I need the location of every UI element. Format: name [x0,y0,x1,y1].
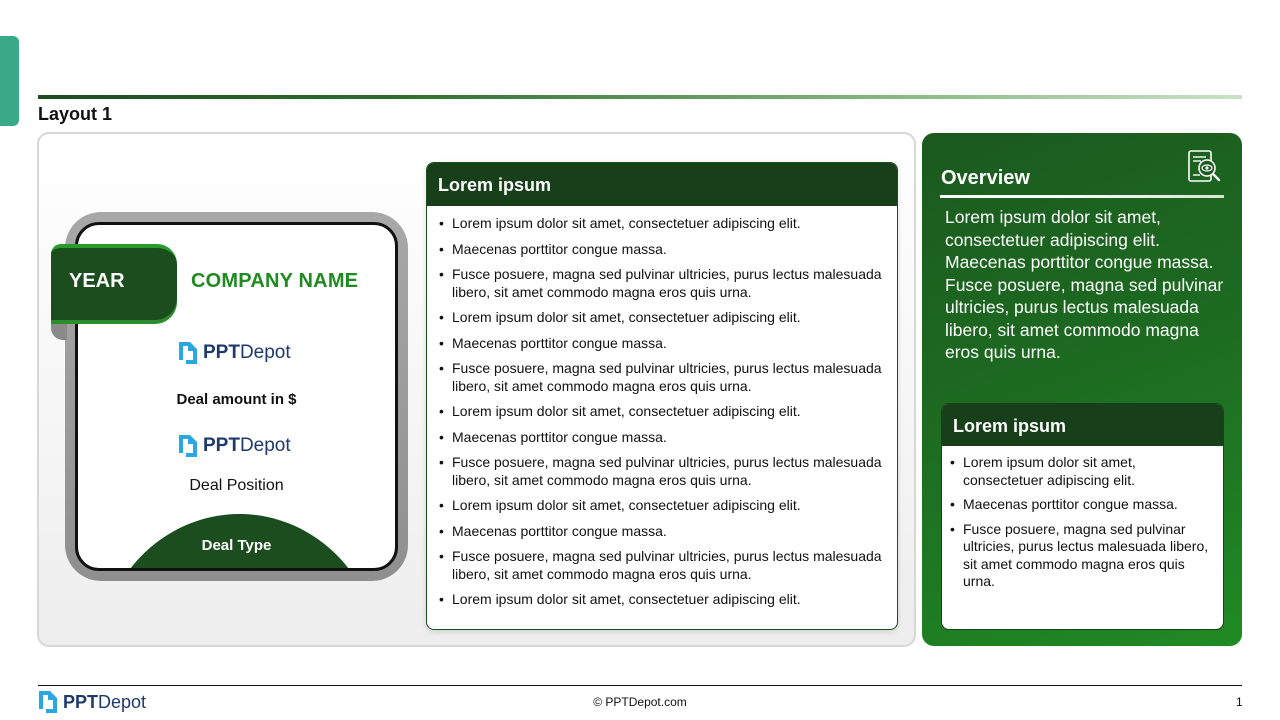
details-bullet-list [427,206,897,609]
list-item: • Fusce posuere, magna sed pulvinar ultricies, purus lectus malesuada libero, sit amet commodo magna eros quis urna. [439,360,887,395]
sub-panel-title: Lorem ipsum [942,404,1223,446]
sub-panel-bullet-list [942,446,1223,591]
footer-logo-text: PPTDepot [63,691,147,712]
document-search-icon [1186,149,1222,185]
list-item: • Lorem ipsum dolor sit amet, consectetuer adipiscing elit. [950,454,1215,489]
deal-position: Deal Position [189,477,284,494]
page-number: 1 [1236,695,1243,709]
company-name: COMPANY NAME [191,270,359,292]
company-logo-text: PPTDepot [203,342,291,363]
slide-accent-tab [0,36,19,126]
overview-title: Overview [941,167,1030,189]
list-item: • Maecenas porttitor congue massa. [950,496,1215,514]
partner-logo-text: PPTDepot [203,435,291,456]
list-item: • Lorem ipsum dolor sit amet, consectetuer adipiscing elit. [439,309,887,327]
list-item: • Fusce posuere, magna sed pulvinar ultricies, purus lectus malesuada libero, sit amet commodo magna eros quis urna. [439,454,887,489]
pptdepot-logo-icon [178,434,198,458]
list-item: • Maecenas porttitor congue massa. [439,241,887,259]
list-item: • Maecenas porttitor congue massa. [439,335,887,353]
year-ribbon [51,244,177,320]
year-label: YEAR [69,270,125,292]
list-item: • Fusce posuere, magna sed pulvinar ultricies, purus lectus malesuada libero, sit amet commodo magna eros quis urna. [950,521,1215,591]
title-underline [38,95,1242,99]
overview-sub-panel [941,403,1224,630]
footer-copyright: © PPTDepot.com [593,695,687,709]
deal-type-label: Deal Type [201,537,272,554]
details-panel-title: Lorem ipsum [427,163,897,206]
list-item: • Fusce posuere, magna sed pulvinar ultricies, purus lectus malesuada libero, sit amet commodo magna eros quis urna. [439,266,887,301]
list-item: • Maecenas porttitor congue massa. [439,523,887,541]
slide-title: Layout 1 [38,104,113,124]
list-item: • Maecenas porttitor congue massa. [439,429,887,447]
overview-panel [922,133,1242,646]
partner-logo [178,433,291,459]
company-logo [178,340,291,366]
list-item: • Lorem ipsum dolor sit amet, consectetuer adipiscing elit. [439,403,887,421]
footer-divider [38,685,1242,686]
overview-divider [940,195,1224,198]
list-item: • Lorem ipsum dolor sit amet, consectetuer adipiscing elit. [439,497,887,515]
deal-amount: Deal amount in $ [176,391,297,408]
overview-text: Lorem ipsum dolor sit amet, consectetuer adipiscing elit. Maecenas porttitor congue massa. Fusce posuere, magna sed pulvinar ultricies, purus lectus malesuada libero, sit amet commodo magna eros quis urna. [945,207,1224,362]
list-item: • Fusce posuere, magna sed pulvinar ultricies, purus lectus malesuada libero, sit amet commodo magna eros quis urna. [439,548,887,583]
pptdepot-logo-icon [178,341,198,365]
list-item: • Lorem ipsum dolor sit amet, consectetuer adipiscing elit. [439,215,887,233]
details-list-panel [426,162,898,630]
list-item: • Lorem ipsum dolor sit amet, consectetuer adipiscing elit. [439,591,887,609]
